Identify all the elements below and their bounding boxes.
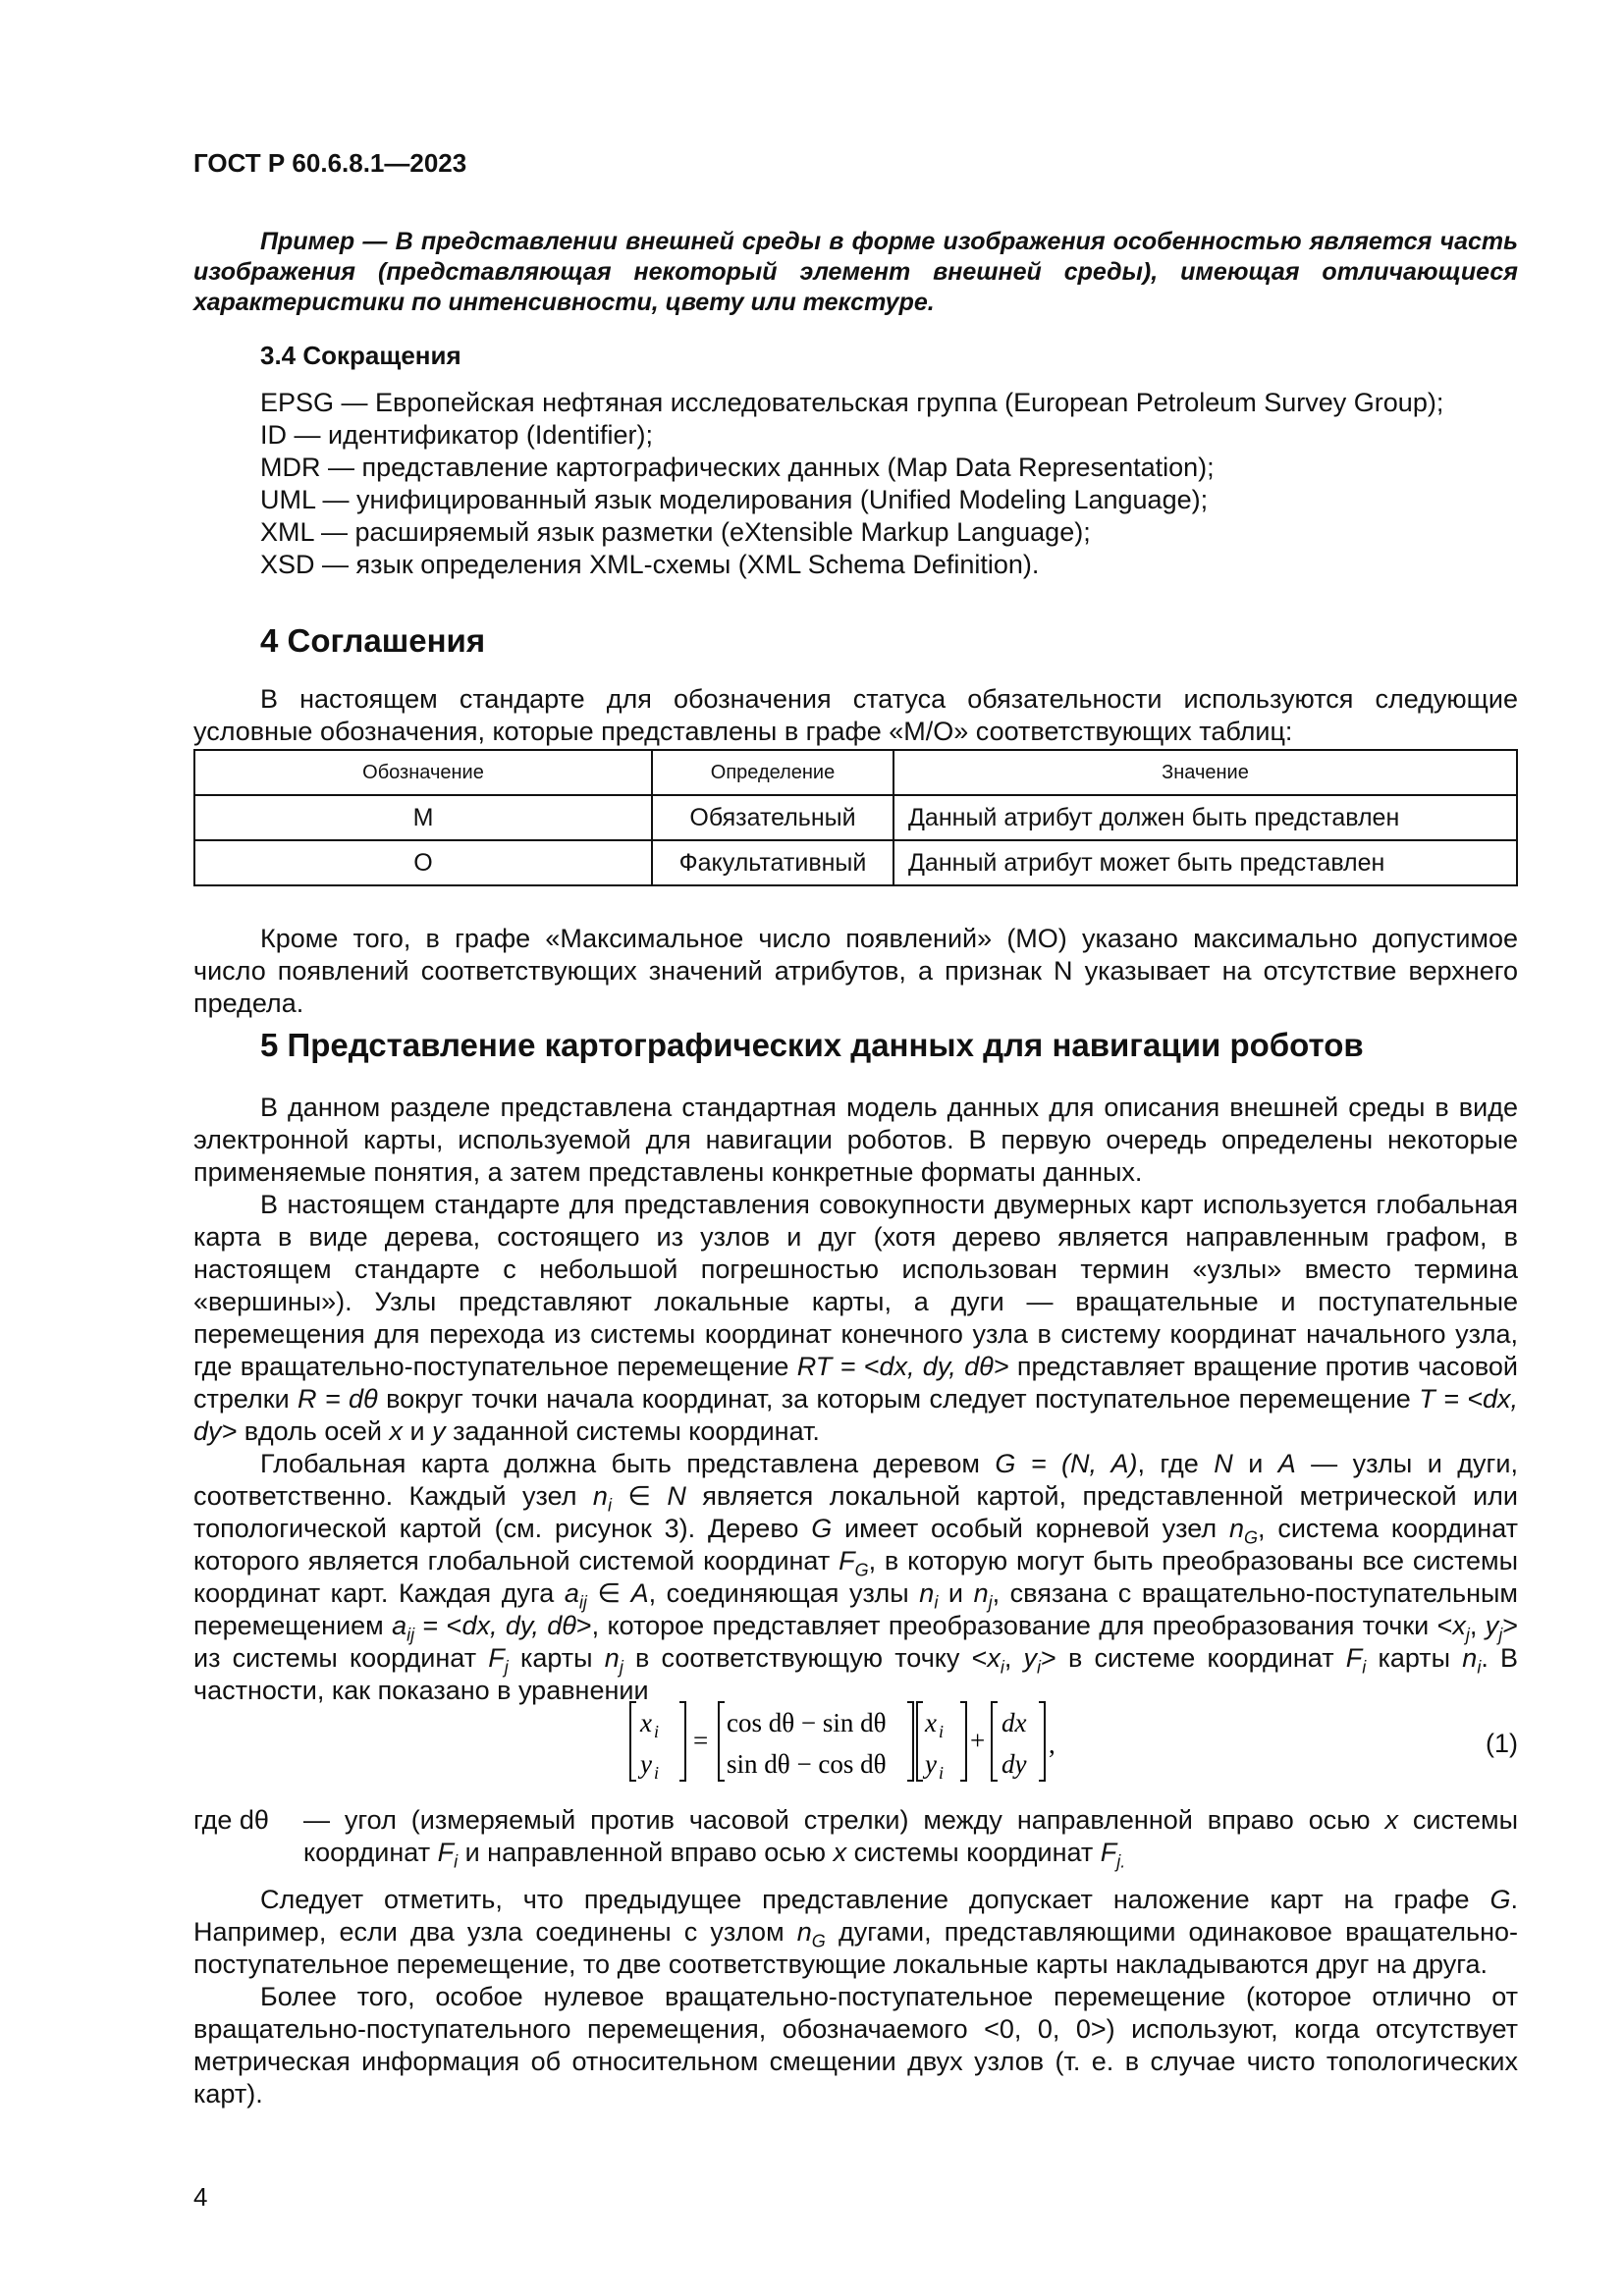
eq-yi2-sub: i [939,1763,945,1783]
section-5-p1: В данном разделе представлена стандартная модель данных для описания внешней среды в виде электронной карты, используемой для навигации роботов. В первую очередь определены некоторые применяемые понятия, а затем представлены конкретные форматы данных. [193,1093,1518,1187]
example-note: Пример — В представлении внешней среды в форме изображения особенностью является часть изображения (представляющая некоторый элемент внешней среды), имеющая отличающиеся характеристики по интенсивности, цвету или текстуре. [193,228,1518,316]
mo-table [193,749,1518,886]
document-header: ГОСТ Р 60.6.8.1—2023 [193,148,467,178]
section-4-title: 4 Соглашения [260,622,486,659]
equation-number: (1) [1486,1729,1518,1758]
table-header-row [194,750,1517,795]
section-5-p5: Более того, особое нулевое вращательно-поступательное перемещение (которое отлично от вращательно-поступательного перемещения, обозначаемого <0, 0, 0>) используют, когда отсутствует метрическая информация об относительном смещении двух узлов (т. е. в случае чисто топологических карт). [193,1982,1518,2109]
table-cell: Факультативный [652,840,893,885]
table-row [194,840,1517,885]
abbreviation-item: MDR — представление картографических данных (Map Data Representation); [260,453,1215,482]
eq-xi: x [640,1708,652,1737]
table-cell: M [194,795,652,840]
abbreviation-item: XSD — язык определения XML-схемы (XML Schema Definition). [260,550,1040,579]
section-4-after: Кроме того, в графе «Максимальное число появлений» (MO) указано максимально допустимое число появлений соответствующих значений атрибутов, а признак N указывает на отсутствие верхнего предела. [193,924,1518,1018]
eq-xi2-sub: i [939,1722,945,1741]
section-5-p2: В настоящем стандарте для представления совокупности двумерных карт используется глобальная карта в виде дерева, состоящего из узлов и дуг (хотя дерево является направленным графом, в настоящем стандарте с небольшой погрешностью использован термин «узлы» вместо термина «вершины»). Узлы представляют локальные карты, а дуги — вращательные и поступательные перемещения для перехода из системы координат конечного узла в систему координат начального узла, где вращательно-поступательное перемещение RT = <dx, dy, dθ> представляет вращение против часовой стрелки R = dθ вокруг точки начала координат, за которым следует поступательное перемещение T = <dx, dy> вдоль осей x и y заданной системы координат. [193,1190,1518,1446]
svg-text:+: + [970,1726,986,1755]
section-4-intro: В настоящем стандарте для обозначения статуса обязательности используются следующие условные обозначения, которые представлены в графе «M/O» соответствующих таблиц: [193,684,1518,746]
table-header-cell: Определение [652,750,893,795]
abbreviation-item: EPSG — Европейская нефтяная исследовательская группа (European Petroleum Survey Group); [260,388,1444,417]
eq-xi2: x [925,1708,937,1737]
abbreviation-item: ID — идентификатор (Identifier); [260,420,653,450]
where-label: где dθ [193,1805,269,1835]
table-header-cell: Значение [893,750,1517,795]
table-cell: O [194,840,652,885]
eq-m11: cos dθ − sin dθ [727,1708,887,1737]
section-5-p4: Следует отметить, что предыдущее представление допускает наложение карт на графе G. Например, если два узла соединены с узлом $n_G$ дугами, представляющими одинаковое вращательно-поступательное перемещение, то две соответствующие локальные карты накладываются друг на друга. [193,1885,1518,1979]
eq-yi2: y [925,1749,937,1779]
eq-m21: sin dθ − cos dθ [727,1749,887,1779]
table-row [194,795,1517,840]
equation-1 [628,1698,1518,1785]
svg-text:=: = [693,1726,709,1755]
table-cell: Обязательный [652,795,893,840]
page-number: 4 [193,2182,208,2212]
eq-yi-sub: i [654,1763,660,1783]
eq-dx: dx [1001,1708,1027,1737]
abbreviations-list [260,387,1443,581]
abbreviation-item: XML — расширяемый язык разметки (eXtensible Markup Language); [260,517,1091,547]
equation-formula [628,1698,1100,1785]
section-3-4-title: 3.4 Сокращения [260,341,461,370]
where-text: — угол (измеряемый против часовой стрелки) между направленной вправо осью x системы координат $F_i$ и направленной вправо осью x системы координат $F_{j.}$ [303,1805,1518,1872]
table-cell: Данный атрибут может быть представлен [893,840,1517,885]
section-5-p3: Глобальная карта должна быть представлена деревом G = (N, A), где N и A — узлы и дуги, соответственно. Каждый узел $n_i$ ∈ N является локальной картой, представленной метрической или топологической картой (см. рисунок 3). Дерево G имеет особый корневой узел $n_G$, система координат которого является глобальной системой координат $F_G$, в которую могут быть преобразованы все системы координат карт. Каждая дуга $a_{ij}$ ∈ A, соединяющая узлы $n_i$ и $n_j$, связана с вращательно-поступательным перемещением $a_{ij} = <dx$, dy, dθ>, которое представляет преобразование для преобразования точки $<x_j$, $y_j>$ из системы координат $F_j$ карты $n_j$ в соответствующую точку $<x_i$, $y_i> в$ системе координат $F_i$ карты $n_i$. В частности, как показано в уравнении [193,1449,1519,1705]
abbreviation-item: UML — унифицированный язык моделирования (Unified Modeling Language); [260,485,1209,514]
eq-xi-sub: i [654,1722,660,1741]
svg-text:,: , [1049,1730,1056,1759]
section-5-title: 5 Представление картографических данных для навигации роботов [260,1027,1364,1063]
eq-dy: dy [1001,1749,1027,1779]
table-cell: Данный атрибут должен быть представлен [893,795,1517,840]
table-header-cell: Обозначение [194,750,652,795]
eq-yi: y [640,1749,652,1779]
